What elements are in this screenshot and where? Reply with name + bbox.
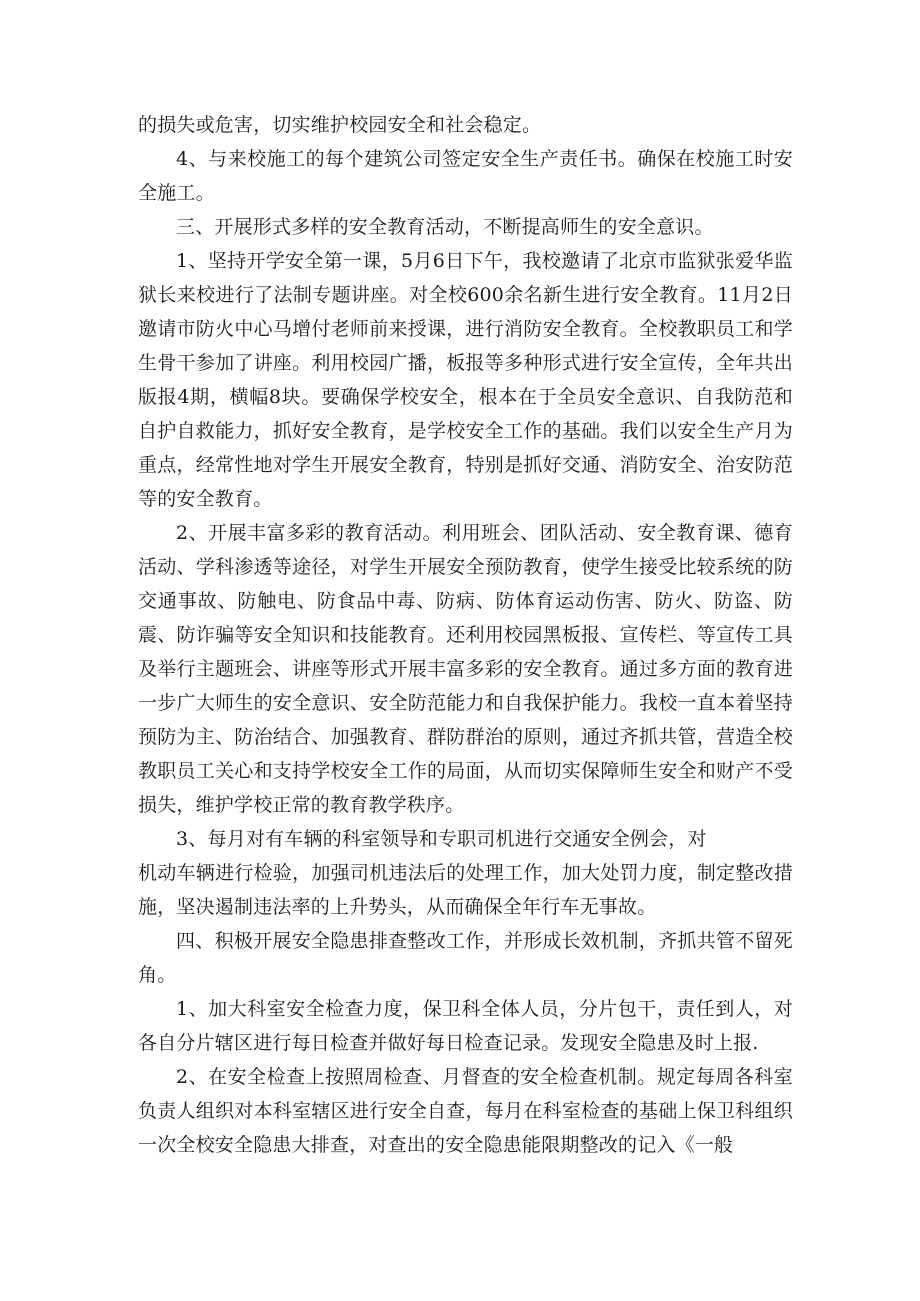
section-heading-3: 三、开展形式多样的安全教育活动，不断提高师生的安全意识。 bbox=[176, 216, 714, 238]
paragraph-6: 3、每月对有车辆的科室领导和专职司机进行交通安全例会，对 bbox=[176, 828, 707, 850]
paragraph-7: 机动车辆进行检验，加强司机违法后的处理工作，加大处罚力度，制定整改措施，坚决遏制违法率的上升势头，从而确保全年行车无事故。 bbox=[138, 862, 793, 918]
paragraph-5: 2、开展丰富多彩的教育活动。利用班会、团队活动、安全教育课、德育活动、学科渗透等途径，对学生开展安全预防教育，使学生接受比较系统的防交通事故、防触电、防食品中毒、防病、防体育运动伤害、防火、防盗、防震、防诈骗等安全知识和技能教育。还利用校园黑板报、宣传栏、等宣传工具及举行主题班会、讲座等形式开展丰富多彩的安全教育。通过多方面的教育进一步广大师生的安全意识、安全防范能力和自我保护能力。我校一直本着坚持预防为主、防治结合、加强教育、群防群治的原则，通过齐抓共管，营造全校教职员工关心和支持学校安全工作的局面，从而切实保障师生安全和财产不受损失，维护学校正常的教育教学秩序。 bbox=[138, 522, 793, 816]
document-body bbox=[138, 108, 793, 1162]
paragraph-2: 4、与来校施工的每个建筑公司签定安全生产责任书。确保在校施工时安全施工。 bbox=[138, 148, 793, 204]
paragraph-9: 1、加大科室安全检查力度，保卫科全体人员，分片包干，责任到人，对各自分片辖区进行每日检查并做好每日检查记录。发现安全隐患及时上报. bbox=[138, 998, 793, 1054]
paragraph-1: 的损失或危害，切实维护校园安全和社会稳定。 bbox=[138, 114, 542, 136]
paragraph-4: 1、坚持开学安全第一课，5月6日下午，我校邀请了北京市监狱张爱华监狱长来校进行了法制专题讲座。对全校600余名新生进行安全教育。11月2日邀请市防火中心马增付老师前来授课，进行消防安全教育。全校教职员工和学生骨干参加了讲座。利用校园广播，板报等多种形式进行安全宣传，全年共出版报4期，横幅8块。要确保学校安全，根本在于全员安全意识、自我防范和自护自救能力，抓好安全教育，是学校安全工作的基础。我们以安全生产月为重点，经常性地对学生开展安全教育，特别是抓好交通、消防安全、治安防范等的安全教育。 bbox=[138, 250, 793, 510]
section-heading-4: 四、积极开展安全隐患排查整改工作，并形成长效机制，齐抓共管不留死角。 bbox=[138, 930, 793, 986]
paragraph-10: 2、在安全检查上按照周检查、月督查的安全检查机制。规定每周各科室负责人组织对本科室辖区进行安全自查，每月在科室检查的基础上保卫科组织一次全校安全隐患大排查，对查出的安全隐患能限期整改的记入《一般 bbox=[138, 1066, 793, 1156]
